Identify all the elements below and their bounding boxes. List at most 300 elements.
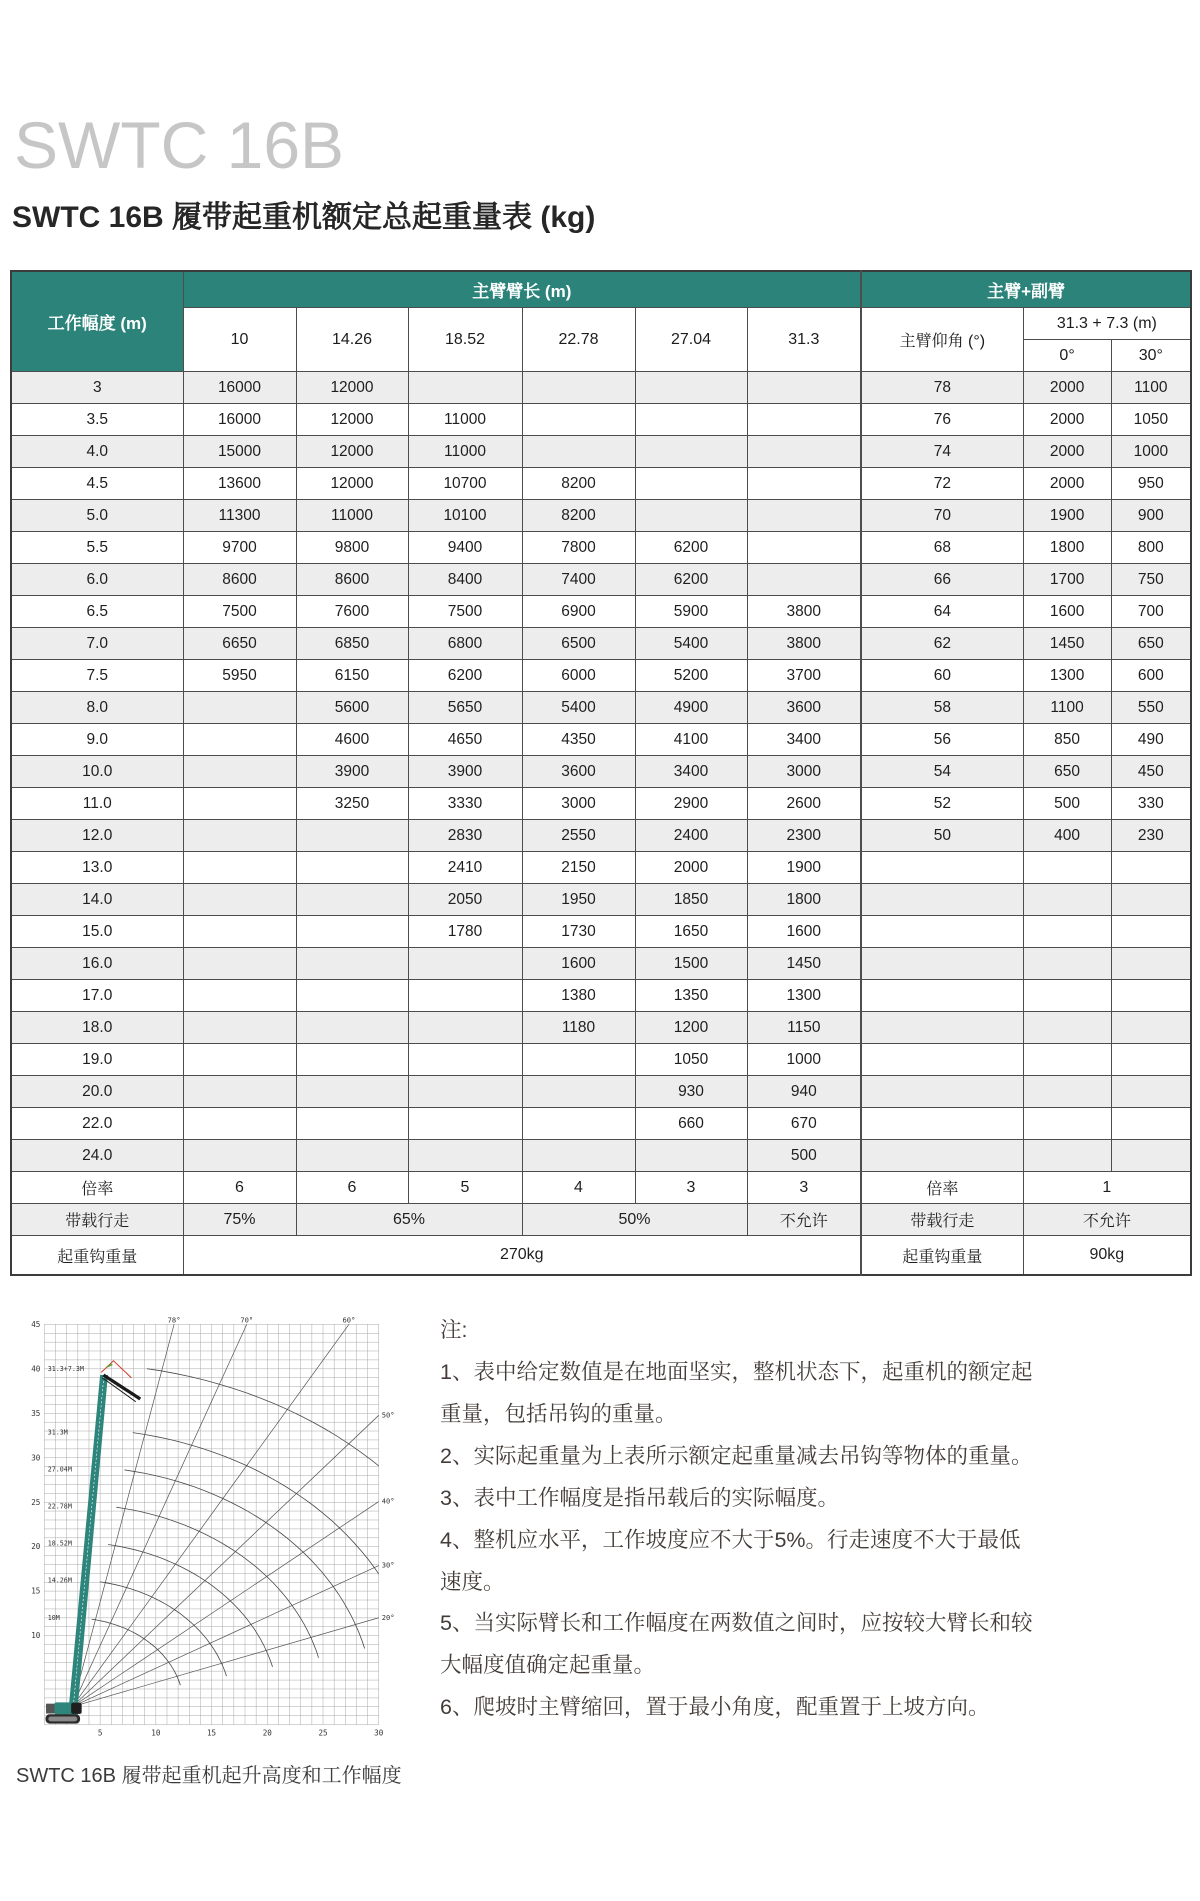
boom-angle-column-header: 主臂仰角 (°) [861,308,1023,372]
load-cell: 5900 [635,596,747,628]
footer-cell: 90kg [1023,1236,1191,1276]
radius-cell: 13.0 [11,852,183,884]
load-cell: 9800 [296,532,408,564]
jib-load-cell: 600 [1111,660,1191,692]
jib-load-cell: 1000 [1111,436,1191,468]
load-cell: 2600 [747,788,861,820]
footer-label: 倍率 [11,1172,183,1204]
load-cell: 3600 [747,692,861,724]
radius-cell: 20.0 [11,1076,183,1108]
load-cell: 6800 [408,628,522,660]
load-cell [183,852,296,884]
load-cell [635,1140,747,1172]
load-cell [635,404,747,436]
svg-text:70°: 70° [240,1315,254,1325]
table-row [11,660,1191,692]
load-cell: 500 [747,1140,861,1172]
page-title: SWTC 16B 履带起重机额定总起重量表 (kg) [12,201,596,234]
load-cell [296,1076,408,1108]
load-cell [522,436,635,468]
load-cell: 6850 [296,628,408,660]
load-cell: 2150 [522,852,635,884]
load-cell: 670 [747,1108,861,1140]
load-cell: 11300 [183,500,296,532]
load-cell [522,404,635,436]
load-cell [522,1044,635,1076]
table-row [11,372,1191,404]
radius-cell: 19.0 [11,1044,183,1076]
angle-cell: 64 [861,596,1023,628]
svg-text:40: 40 [31,1364,41,1374]
jib-load-cell: 950 [1111,468,1191,500]
load-cell [296,1140,408,1172]
jib-load-cell: 2000 [1023,436,1111,468]
load-cell: 16000 [183,404,296,436]
main-boom-group-header: 主臂臂长 (m) [183,271,861,308]
chart-grid [44,1324,378,1724]
angle-cell: 70 [861,500,1023,532]
footer-cell: 1 [1023,1172,1191,1204]
load-cell [183,948,296,980]
jib-load-cell: 500 [1023,788,1111,820]
load-cell: 6200 [635,532,747,564]
load-cell: 6200 [635,564,747,596]
load-cell [747,468,861,500]
jib-load-cell: 1300 [1023,660,1111,692]
radius-cell: 3.5 [11,404,183,436]
svg-text:10: 10 [31,1631,41,1641]
angle-cell [861,1076,1023,1108]
load-cell: 10100 [408,500,522,532]
load-cell: 1180 [522,1012,635,1044]
table-row [11,1076,1191,1108]
load-cell: 1350 [635,980,747,1012]
load-cell [522,1108,635,1140]
load-cell: 3800 [747,596,861,628]
load-cell: 11000 [408,436,522,468]
load-cell: 1450 [747,948,861,980]
load-cell: 12000 [296,404,408,436]
jib-group-header: 主臂+副臂 [861,271,1191,308]
svg-text:25: 25 [31,1497,41,1507]
table-row [11,948,1191,980]
boom-length-header: 10 [183,308,296,372]
svg-text:35: 35 [31,1408,41,1418]
table-row [11,1012,1191,1044]
load-cell [408,1108,522,1140]
radius-cell: 6.0 [11,564,183,596]
jib-load-cell [1111,884,1191,916]
table-row [11,788,1191,820]
load-cell [183,1108,296,1140]
table-footer-row [11,1236,1191,1276]
load-cell [296,1012,408,1044]
angle-cell [861,948,1023,980]
load-cell: 16000 [183,372,296,404]
load-cell: 1600 [747,916,861,948]
jib-load-cell: 2000 [1023,404,1111,436]
load-cell [296,916,408,948]
load-cell: 3900 [408,756,522,788]
jib-load-cell [1023,852,1111,884]
svg-text:15: 15 [31,1586,41,1596]
load-cell: 1650 [635,916,747,948]
jib-load-cell [1023,1108,1111,1140]
footer-cell: 75% [183,1204,296,1236]
load-cell: 2050 [408,884,522,916]
radius-cell: 15.0 [11,916,183,948]
jib-load-cell: 400 [1023,820,1111,852]
radius-cell: 22.0 [11,1108,183,1140]
angle-cell: 50 [861,820,1023,852]
load-cell [747,564,861,596]
load-cell: 12000 [296,468,408,500]
jib-angle-header: 30° [1111,340,1191,372]
load-cell: 1380 [522,980,635,1012]
radius-cell: 24.0 [11,1140,183,1172]
angle-cell: 58 [861,692,1023,724]
load-cell [296,820,408,852]
radius-cell: 17.0 [11,980,183,1012]
load-cell: 4350 [522,724,635,756]
angle-cell: 74 [861,436,1023,468]
load-cell: 8400 [408,564,522,596]
load-cell: 1600 [522,948,635,980]
jib-load-cell: 700 [1111,596,1191,628]
load-cell: 5650 [408,692,522,724]
load-cell: 4900 [635,692,747,724]
footer-label: 带载行走 [11,1204,183,1236]
load-cell: 5950 [183,660,296,692]
table-row [11,1108,1191,1140]
note-item: 5、当实际臂长和工作幅度在两数值之间时，应按较大臂长和较大幅度值确定起重量。 [440,1611,1033,1678]
load-cell: 1300 [747,980,861,1012]
angle-cell [861,1044,1023,1076]
load-cell [183,1012,296,1044]
jib-load-cell [1023,1076,1111,1108]
load-cell: 1500 [635,948,747,980]
jib-load-cell: 1900 [1023,500,1111,532]
load-cell: 930 [635,1076,747,1108]
footer-cell: 270kg [183,1236,861,1276]
load-cell: 3400 [635,756,747,788]
load-cell [635,436,747,468]
boom-tip-arcs [92,1369,399,1686]
note-item: 4、整机应水平，工作坡度应不大于5%。行走速度不大于最低速度。 [440,1527,1021,1594]
radius-cell: 3 [11,372,183,404]
chart-caption: SWTC 16B 履带起重机起升高度和工作幅度 [16,1765,402,1787]
range-diagram-block [14,1314,414,1788]
load-cell [296,884,408,916]
load-cell: 660 [635,1108,747,1140]
jib-load-cell: 450 [1111,756,1191,788]
jib-load-cell [1111,1076,1191,1108]
table-row [11,436,1191,468]
load-cell [408,372,522,404]
svg-text:60°: 60° [342,1315,356,1325]
load-cell: 5400 [522,692,635,724]
svg-text:25: 25 [318,1728,328,1738]
radius-cell: 4.5 [11,468,183,500]
load-cell: 11000 [408,404,522,436]
footer-cell: 50% [522,1204,747,1236]
jib-load-cell [1111,1108,1191,1140]
load-cell [296,852,408,884]
svg-text:30: 30 [31,1453,41,1463]
radius-cell: 4.0 [11,436,183,468]
boom-length-header: 27.04 [635,308,747,372]
angle-cell [861,980,1023,1012]
jib-load-cell: 1050 [1111,404,1191,436]
jib-load-cell [1111,1140,1191,1172]
jib-load-cell [1023,980,1111,1012]
svg-text:14.26M: 14.26M [47,1576,72,1585]
load-cell [296,948,408,980]
load-cell: 2900 [635,788,747,820]
load-cell: 7500 [183,596,296,628]
load-cell [635,468,747,500]
range-diagram [14,1314,399,1745]
load-cell: 5400 [635,628,747,660]
load-cell: 3250 [296,788,408,820]
load-cell: 3000 [747,756,861,788]
jib-load-cell: 650 [1023,756,1111,788]
load-cell: 3000 [522,788,635,820]
load-cell [183,756,296,788]
load-cell: 2830 [408,820,522,852]
load-cell: 13600 [183,468,296,500]
load-cell: 7600 [296,596,408,628]
radius-cell: 18.0 [11,1012,183,1044]
jib-load-cell: 1450 [1023,628,1111,660]
footer-right-label: 起重钩重量 [861,1236,1023,1276]
angle-cell: 54 [861,756,1023,788]
load-cell [522,1140,635,1172]
footer-cell: 3 [747,1172,861,1204]
jib-angle-header: 0° [1023,340,1111,372]
load-cell: 1900 [747,852,861,884]
boom-angle-rays [72,1324,378,1706]
svg-text:18.52M: 18.52M [47,1539,72,1548]
table-row [11,980,1191,1012]
table-row [11,500,1191,532]
note-item: 1、表中给定数值是在地面坚实，整机状态下，起重机的额定起重量，包括吊钩的重量。 [440,1359,1033,1426]
svg-text:22.78M: 22.78M [47,1502,72,1511]
table-footer-row [11,1204,1191,1236]
angle-cell: 56 [861,724,1023,756]
load-cell: 1800 [747,884,861,916]
boom-length-header: 14.26 [296,308,408,372]
load-cell: 5200 [635,660,747,692]
model-title: SWTC 16B [14,108,345,182]
load-cell: 2000 [635,852,747,884]
load-cell [183,916,296,948]
table-footer-row [11,1172,1191,1204]
table-row [11,820,1191,852]
svg-text:10: 10 [151,1728,161,1738]
load-cell [747,532,861,564]
footer-cell: 5 [408,1172,522,1204]
load-cell: 3600 [522,756,635,788]
load-cell: 3900 [296,756,408,788]
jib-load-cell: 1800 [1023,532,1111,564]
load-cell [183,1044,296,1076]
radius-cell: 7.5 [11,660,183,692]
load-cell: 1200 [635,1012,747,1044]
load-cell: 1730 [522,916,635,948]
footer-right-label: 带载行走 [861,1204,1023,1236]
load-cell: 3700 [747,660,861,692]
load-cell [183,724,296,756]
footer-cell: 不允许 [1023,1204,1191,1236]
load-cell: 6150 [296,660,408,692]
svg-text:5: 5 [97,1728,103,1738]
load-cell [183,884,296,916]
load-cell: 1050 [635,1044,747,1076]
jib-load-cell [1023,916,1111,948]
footer-label: 起重钩重量 [11,1236,183,1276]
load-cell: 1850 [635,884,747,916]
load-cell [296,1044,408,1076]
jib-load-cell: 1100 [1023,692,1111,724]
footer-cell: 6 [296,1172,408,1204]
load-cell: 7400 [522,564,635,596]
boom-length-header: 31.3 [747,308,861,372]
table-row [11,916,1191,948]
table-body [11,372,1191,1276]
jib-load-cell: 850 [1023,724,1111,756]
footer-cell: 6 [183,1172,296,1204]
jib-load-cell: 1700 [1023,564,1111,596]
load-cell: 8200 [522,500,635,532]
load-cell: 15000 [183,436,296,468]
svg-text:30°: 30° [381,1560,395,1570]
notes-list [440,1352,1040,1729]
load-cell: 7800 [522,532,635,564]
angle-cell [861,1012,1023,1044]
radius-column-header: 工作幅度 (m) [11,271,183,372]
svg-text:10M: 10M [47,1613,60,1622]
load-cell [747,404,861,436]
load-cell: 3330 [408,788,522,820]
table-row [11,692,1191,724]
note-item: 2、实际起重量为上表所示额定起重量减去吊钩等物体的重量。 [440,1443,1033,1468]
group-header-row [11,271,1191,308]
load-cell [635,372,747,404]
load-cell: 8200 [522,468,635,500]
load-cell: 6500 [522,628,635,660]
svg-text:20: 20 [262,1728,272,1738]
load-cell [183,1076,296,1108]
load-cell: 10700 [408,468,522,500]
radius-cell: 5.5 [11,532,183,564]
load-cell [747,436,861,468]
load-cell: 2410 [408,852,522,884]
radius-cell: 11.0 [11,788,183,820]
jib-load-cell: 1600 [1023,596,1111,628]
load-chart-table [10,270,1192,1276]
load-cell: 8600 [296,564,408,596]
load-cell [747,500,861,532]
load-cell: 4100 [635,724,747,756]
load-cell [635,500,747,532]
table-row [11,756,1191,788]
note-item: 3、表中工作幅度是指吊载后的实际幅度。 [440,1485,839,1510]
radius-cell: 6.5 [11,596,183,628]
angle-cell: 76 [861,404,1023,436]
angle-cell: 72 [861,468,1023,500]
jib-load-cell: 900 [1111,500,1191,532]
load-cell: 3800 [747,628,861,660]
jib-load-cell [1023,1044,1111,1076]
angle-cell [861,884,1023,916]
table-row [11,532,1191,564]
load-cell: 5600 [296,692,408,724]
jib-load-cell: 1100 [1111,372,1191,404]
angle-cell: 52 [861,788,1023,820]
svg-text:30: 30 [374,1728,384,1738]
angle-cell: 66 [861,564,1023,596]
table-row [11,596,1191,628]
svg-text:78°: 78° [167,1315,181,1325]
load-cell [747,372,861,404]
svg-text:40°: 40° [381,1496,395,1506]
jib-load-cell [1023,884,1111,916]
radius-cell: 9.0 [11,724,183,756]
load-cell: 1000 [747,1044,861,1076]
bottom-section [0,1314,1200,1848]
load-cell: 12000 [296,372,408,404]
radius-cell: 12.0 [11,820,183,852]
load-cell: 940 [747,1076,861,1108]
load-cell: 4600 [296,724,408,756]
jib-load-cell: 230 [1111,820,1191,852]
boom-length-header: 18.52 [408,308,522,372]
svg-text:31.3M: 31.3M [47,1428,68,1437]
svg-text:45: 45 [31,1319,41,1329]
radius-cell: 5.0 [11,500,183,532]
load-cell: 8600 [183,564,296,596]
load-cell: 3400 [747,724,861,756]
angle-cell [861,1108,1023,1140]
footer-cell: 不允许 [747,1204,861,1236]
load-cell: 2400 [635,820,747,852]
load-cell [522,1076,635,1108]
load-cell: 12000 [296,436,408,468]
jib-load-cell: 800 [1111,532,1191,564]
svg-text:20: 20 [31,1542,41,1552]
note-item: 6、爬坡时主臂缩回，置于最小角度，配重置于上坡方向。 [440,1695,990,1720]
jib-load-cell [1023,1140,1111,1172]
jib-load-cell [1023,948,1111,980]
jib-load-cell [1111,980,1191,1012]
table-row [11,1044,1191,1076]
svg-text:20°: 20° [381,1612,395,1622]
angle-cell: 60 [861,660,1023,692]
table-row [11,884,1191,916]
table-row [11,1140,1191,1172]
angle-cell [861,852,1023,884]
load-cell [296,1108,408,1140]
load-cell [183,788,296,820]
boom-length-row [11,308,1191,340]
angle-cell [861,916,1023,948]
table-header [11,271,1191,372]
load-cell [183,1140,296,1172]
table-row [11,468,1191,500]
jib-load-cell [1111,948,1191,980]
footer-right-label: 倍率 [861,1172,1023,1204]
